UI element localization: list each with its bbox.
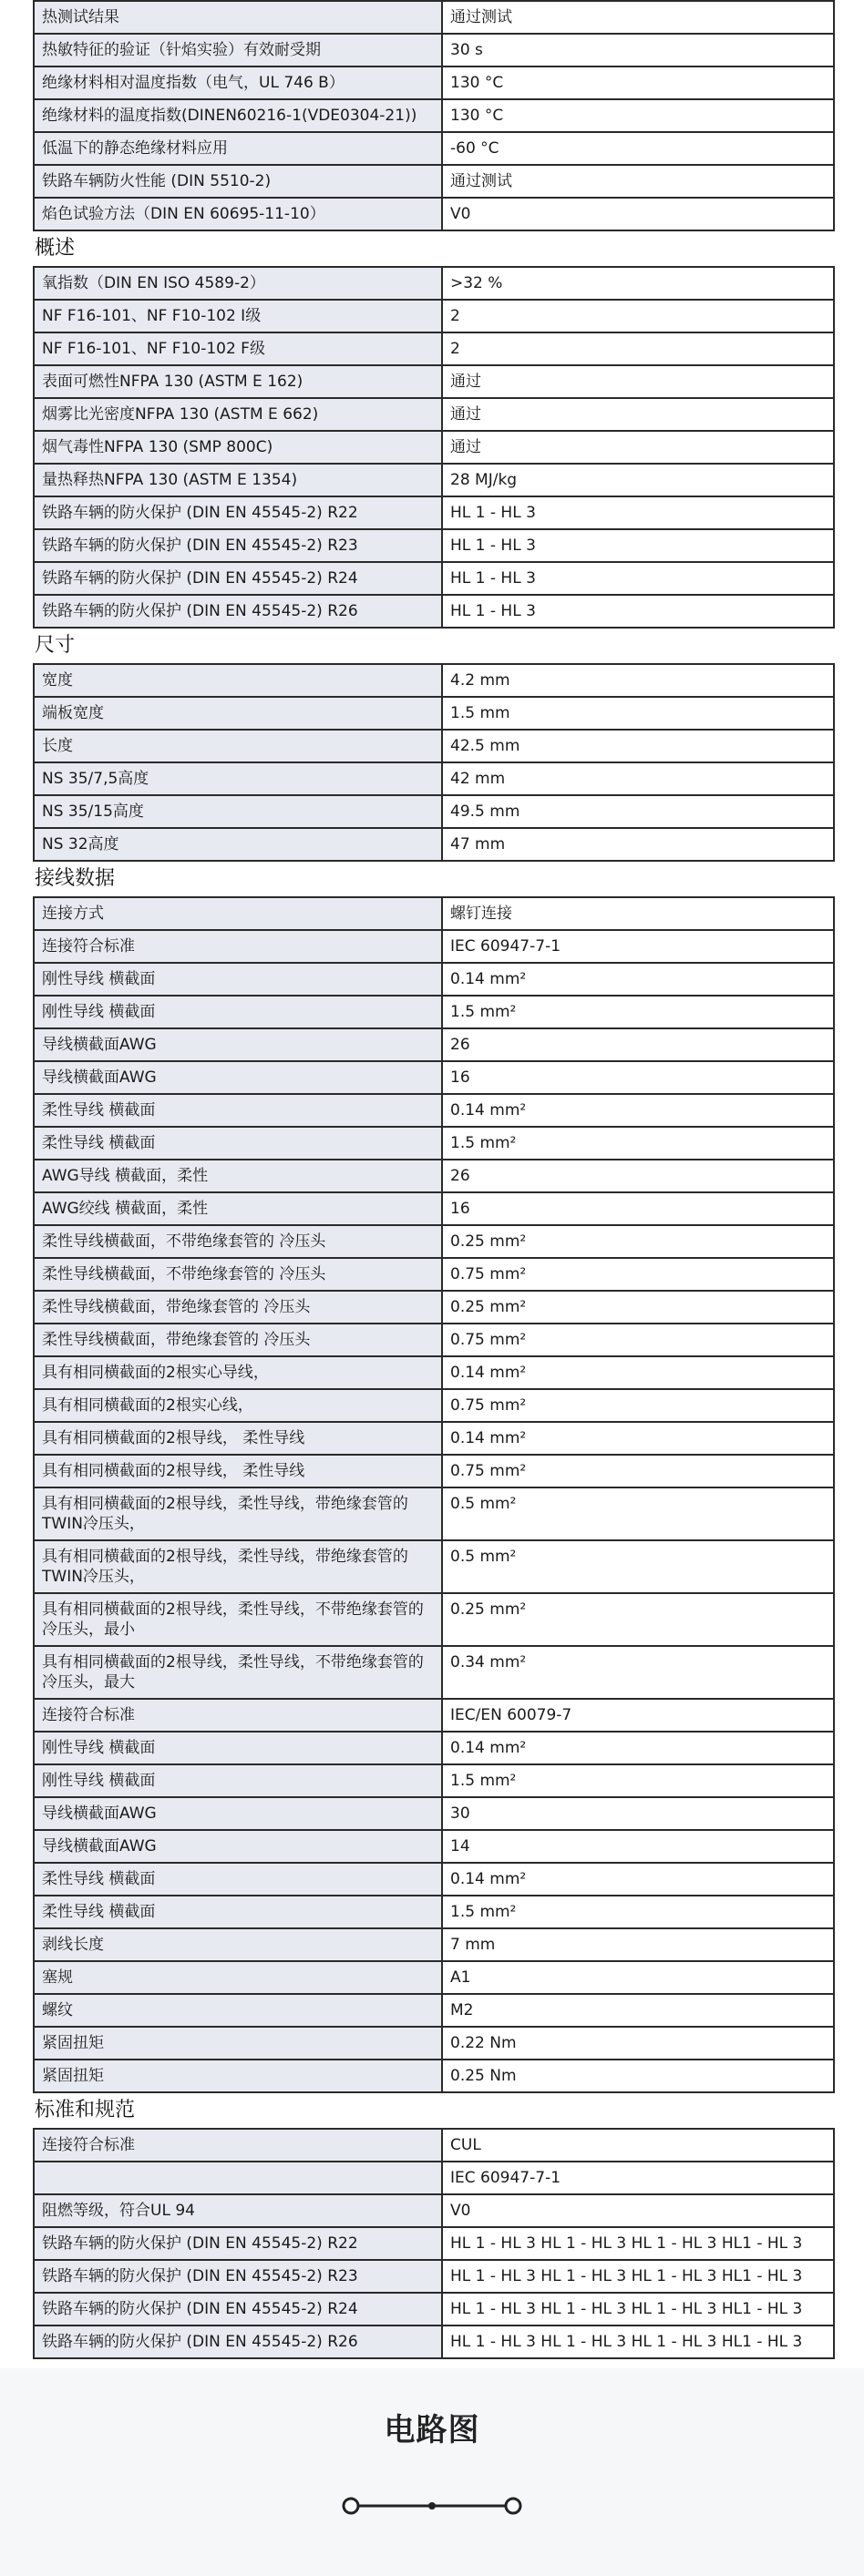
spec-label: 阻燃等级，符合UL 94: [34, 2194, 442, 2227]
table-row: [34, 1797, 834, 1830]
spec-value: 0.75 mm²: [442, 1455, 834, 1487]
spec-value: 0.14 mm²: [442, 1732, 834, 1764]
spec-value: 28 MJ/kg: [442, 464, 834, 496]
spec-table: [33, 896, 835, 2093]
spec-value: 47 mm: [442, 828, 834, 861]
circuit-diagram-area: [0, 2368, 864, 2576]
table-row: [34, 1928, 834, 1961]
spec-label: 连接符合标准: [34, 1699, 442, 1732]
table-row: [34, 1061, 834, 1094]
spec-value: 26: [442, 1160, 834, 1192]
spec-value: 0.25 mm²: [442, 1225, 834, 1258]
spec-label: 铁路车辆的防火保护 (DIN EN 45545-2) R22: [34, 2227, 442, 2260]
spec-value: HL 1 - HL 3: [442, 529, 834, 562]
table-row: [34, 1028, 834, 1061]
spec-value: HL 1 - HL 3 HL 1 - HL 3 HL 1 - HL 3 HL1 - HL 3: [442, 2293, 834, 2326]
spec-value: 通过: [442, 365, 834, 398]
table-row: [34, 1160, 834, 1192]
table-row: [34, 2129, 834, 2162]
table-row: [34, 34, 834, 66]
spec-value: 0.34 mm²: [442, 1646, 834, 1699]
spec-label: 刚性导线 横截面: [34, 996, 442, 1028]
spec-table: [33, 2128, 835, 2359]
spec-value: HL 1 - HL 3 HL 1 - HL 3 HL 1 - HL 3 HL1 - HL 3: [442, 2227, 834, 2260]
spec-label: 刚性导线 横截面: [34, 1764, 442, 1797]
spec-value: 4.2 mm: [442, 664, 834, 697]
spec-value: IEC 60947-7-1: [442, 2162, 834, 2194]
spec-value: 0.22 Nm: [442, 2027, 834, 2060]
section-title: 标准和规范: [35, 2099, 136, 2121]
spec-value: 0.75 mm²: [442, 1258, 834, 1291]
spec-label: 连接符合标准: [34, 930, 442, 963]
spec-label: NS 35/15高度: [34, 795, 442, 828]
spec-label: 绝缘材料的温度指数(DINEN60216-1(VDE0304-21)): [34, 99, 442, 132]
spec-value: V0: [442, 2194, 834, 2227]
table-row: [34, 1356, 834, 1389]
table-row: [34, 1764, 834, 1797]
spec-label: 柔性导线 横截面: [34, 1127, 442, 1160]
table-row: [34, 996, 834, 1028]
table-row: [34, 1291, 834, 1324]
spec-value: 14: [442, 1830, 834, 1863]
spec-value: 0.25 mm²: [442, 1291, 834, 1324]
spec-value: 42 mm: [442, 762, 834, 795]
spec-label: 柔性导线 横截面: [34, 1896, 442, 1928]
spec-value: 0.14 mm²: [442, 1422, 834, 1455]
spec-label: AWG导线 横截面，柔性: [34, 1160, 442, 1192]
spec-label: 烟雾比光密度NFPA 130 (ASTM E 662): [34, 398, 442, 431]
spec-label: 柔性导线横截面，不带绝缘套管的 冷压头: [34, 1225, 442, 1258]
spec-label: NS 35/7,5高度: [34, 762, 442, 795]
spec-value: 通过测试: [442, 1, 834, 34]
table-row: [34, 464, 834, 496]
table-row: [34, 1225, 834, 1258]
spec-value: 0.14 mm²: [442, 1863, 834, 1896]
spec-value: 0.5 mm²: [442, 1540, 834, 1593]
section-title: 概述: [35, 237, 76, 260]
table-row: [34, 1258, 834, 1291]
table-row: [34, 1422, 834, 1455]
table-row: [34, 664, 834, 697]
section-title: 尺寸: [35, 634, 76, 657]
spec-value: 0.5 mm²: [442, 1487, 834, 1540]
spec-value: 0.25 mm²: [442, 1593, 834, 1646]
spec-label: 铁路车辆的防火保护 (DIN EN 45545-2) R26: [34, 595, 442, 628]
table-row: [34, 1455, 834, 1487]
table-row: [34, 697, 834, 730]
table-row: [34, 762, 834, 795]
table-row: [34, 595, 834, 628]
spec-label: 铁路车辆的防火保护 (DIN EN 45545-2) R22: [34, 496, 442, 529]
table-row: [34, 99, 834, 132]
table-row: [34, 1863, 834, 1896]
table-row: [34, 2194, 834, 2227]
spec-label: 长度: [34, 730, 442, 762]
spec-value: 螺钉连接: [442, 897, 834, 930]
spec-label: 具有相同横截面的2根导线，柔性导线，不带绝缘套管的冷压头，最小: [34, 1593, 442, 1646]
spec-label: 导线横截面AWG: [34, 1028, 442, 1061]
spec-label: 氧指数（DIN EN ISO 4589-2）: [34, 267, 442, 300]
spec-label: 热敏特征的验证（针焰实验）有效耐受期: [34, 34, 442, 66]
spec-label: 柔性导线横截面，不带绝缘套管的 冷压头: [34, 1258, 442, 1291]
spec-value: 0.14 mm²: [442, 1094, 834, 1127]
table-row: [34, 1127, 834, 1160]
spec-label: 端板宽度: [34, 697, 442, 730]
spec-value: 42.5 mm: [442, 730, 834, 762]
spec-label: NF F16-101、NF F10-102 I级: [34, 300, 442, 332]
spec-value: 0.14 mm²: [442, 1356, 834, 1389]
terminal-circuit-symbol-icon: [341, 2492, 523, 2520]
spec-value: 0.75 mm²: [442, 1324, 834, 1356]
table-row: [34, 795, 834, 828]
spec-label: 铁路车辆的防火保护 (DIN EN 45545-2) R24: [34, 2293, 442, 2326]
table-row: [34, 1192, 834, 1225]
spec-label: 具有相同横截面的2根导线，柔性导线，带绝缘套管的TWIN冷压头，: [34, 1540, 442, 1593]
spec-value: 0.14 mm²: [442, 963, 834, 996]
spec-value: 130 °C: [442, 66, 834, 99]
spec-label: AWG绞线 横截面，柔性: [34, 1192, 442, 1225]
spec-label: 紧固扭矩: [34, 2027, 442, 2060]
table-row: [34, 2260, 834, 2293]
table-row: [34, 300, 834, 332]
spec-value: CUL: [442, 2129, 834, 2162]
table-row: [34, 2027, 834, 2060]
spec-sheet: [33, 0, 833, 2359]
table-row: [34, 1324, 834, 1356]
spec-table: [33, 266, 835, 629]
spec-label: 剥线长度: [34, 1928, 442, 1961]
spec-value: -60 °C: [442, 132, 834, 165]
table-row: [34, 1593, 834, 1646]
table-row: [34, 963, 834, 996]
table-row: [34, 1896, 834, 1928]
spec-label: 热测试结果: [34, 1, 442, 34]
spec-value: >32 %: [442, 267, 834, 300]
spec-label: 柔性导线 横截面: [34, 1094, 442, 1127]
spec-label: 量热释热NFPA 130 (ASTM E 1354): [34, 464, 442, 496]
table-row: [34, 930, 834, 963]
spec-label: 导线横截面AWG: [34, 1830, 442, 1863]
spec-value: 49.5 mm: [442, 795, 834, 828]
spec-label: 刚性导线 横截面: [34, 1732, 442, 1764]
spec-value: M2: [442, 1994, 834, 2027]
spec-value: 1.5 mm²: [442, 1896, 834, 1928]
table-row: [34, 198, 834, 230]
table-row: [34, 1094, 834, 1127]
spec-value: 30 s: [442, 34, 834, 66]
spec-value: 2: [442, 332, 834, 365]
spec-value: 1.5 mm: [442, 697, 834, 730]
table-row: [34, 897, 834, 930]
table-row: [34, 2162, 834, 2194]
table-row: [34, 132, 834, 165]
spec-value: IEC 60947-7-1: [442, 930, 834, 963]
spec-label: 塞规: [34, 1961, 442, 1994]
spec-label: 焰色试验方法（DIN EN 60695-11-10）: [34, 198, 442, 230]
spec-value: 130 °C: [442, 99, 834, 132]
table-row: [34, 562, 834, 595]
spec-value: A1: [442, 1961, 834, 1994]
table-row: [34, 165, 834, 198]
spec-value: 通过: [442, 398, 834, 431]
spec-label: 铁路车辆的防火保护 (DIN EN 45545-2) R23: [34, 529, 442, 562]
spec-label: 导线横截面AWG: [34, 1061, 442, 1094]
spec-label: 连接符合标准: [34, 2129, 442, 2162]
spec-value: 1.5 mm²: [442, 1764, 834, 1797]
spec-label: 绝缘材料相对温度指数（电气，UL 746 B）: [34, 66, 442, 99]
spec-value: 26: [442, 1028, 834, 1061]
spec-label: 铁路车辆的防火保护 (DIN EN 45545-2) R23: [34, 2260, 442, 2293]
table-row: [34, 398, 834, 431]
spec-label: 表面可燃性NFPA 130 (ASTM E 162): [34, 365, 442, 398]
spec-label: 铁路车辆防火性能 (DIN 5510-2): [34, 165, 442, 198]
spec-value: 7 mm: [442, 1928, 834, 1961]
table-row: [34, 1540, 834, 1593]
spec-value: 16: [442, 1061, 834, 1094]
spec-table: [33, 0, 835, 231]
spec-value: 通过测试: [442, 165, 834, 198]
spec-label: 具有相同横截面的2根实心线，: [34, 1389, 442, 1422]
spec-value: HL 1 - HL 3: [442, 496, 834, 529]
spec-label: 柔性导线 横截面: [34, 1863, 442, 1896]
table-row: [34, 2060, 834, 2092]
spec-label: 导线横截面AWG: [34, 1797, 442, 1830]
table-row: [34, 431, 834, 464]
spec-value: IEC/EN 60079-7: [442, 1699, 834, 1732]
spec-label: 具有相同横截面的2根导线， 柔性导线: [34, 1422, 442, 1455]
table-row: [34, 267, 834, 300]
table-row: [34, 2326, 834, 2358]
table-row: [34, 1487, 834, 1540]
table-row: [34, 1, 834, 34]
spec-label: [34, 2162, 442, 2194]
spec-label: 紧固扭矩: [34, 2060, 442, 2092]
table-row: [34, 365, 834, 398]
spec-label: 柔性导线横截面，带绝缘套管的 冷压头: [34, 1324, 442, 1356]
spec-label: 烟气毒性NFPA 130 (SMP 800C): [34, 431, 442, 464]
spec-label: 具有相同横截面的2根导线， 柔性导线: [34, 1455, 442, 1487]
spec-label: 宽度: [34, 664, 442, 697]
table-row: [34, 1994, 834, 2027]
spec-label: 刚性导线 横截面: [34, 963, 442, 996]
spec-value: 2: [442, 300, 834, 332]
table-row: [34, 1646, 834, 1699]
spec-label: NS 32高度: [34, 828, 442, 861]
table-row: [34, 1732, 834, 1764]
spec-value: HL 1 - HL 3 HL 1 - HL 3 HL 1 - HL 3 HL1 - HL 3: [442, 2326, 834, 2358]
spec-value: 1.5 mm²: [442, 996, 834, 1028]
spec-value: HL 1 - HL 3 HL 1 - HL 3 HL 1 - HL 3 HL1 - HL 3: [442, 2260, 834, 2293]
spec-value: 16: [442, 1192, 834, 1225]
spec-label: 螺纹: [34, 1994, 442, 2027]
table-row: [34, 332, 834, 365]
circuit-diagram-title: 电路图: [384, 2412, 480, 2448]
table-row: [34, 1830, 834, 1863]
section-title: 接线数据: [35, 867, 116, 890]
spec-label: 柔性导线横截面，带绝缘套管的 冷压头: [34, 1291, 442, 1324]
spec-value: 0.25 Nm: [442, 2060, 834, 2092]
table-row: [34, 2227, 834, 2260]
spec-table: [33, 663, 835, 862]
table-row: [34, 1961, 834, 1994]
table-row: [34, 496, 834, 529]
spec-value: V0: [442, 198, 834, 230]
table-row: [34, 1389, 834, 1422]
spec-label: 具有相同横截面的2根导线，柔性导线，带绝缘套管的TWIN冷压头，: [34, 1487, 442, 1540]
spec-value: 1.5 mm²: [442, 1127, 834, 1160]
spec-value: 30: [442, 1797, 834, 1830]
table-row: [34, 1699, 834, 1732]
spec-value: 0.75 mm²: [442, 1389, 834, 1422]
spec-value: HL 1 - HL 3: [442, 562, 834, 595]
table-row: [34, 828, 834, 861]
table-row: [34, 529, 834, 562]
spec-value: HL 1 - HL 3: [442, 595, 834, 628]
spec-label: NF F16-101、NF F10-102 F级: [34, 332, 442, 365]
spec-label: 铁路车辆的防火保护 (DIN EN 45545-2) R24: [34, 562, 442, 595]
spec-label: 具有相同横截面的2根导线，柔性导线，不带绝缘套管的冷压头，最大: [34, 1646, 442, 1699]
spec-label: 低温下的静态绝缘材料应用: [34, 132, 442, 165]
table-row: [34, 2293, 834, 2326]
table-row: [34, 730, 834, 762]
table-row: [34, 66, 834, 99]
spec-value: 通过: [442, 431, 834, 464]
spec-label: 连接方式: [34, 897, 442, 930]
spec-label: 铁路车辆的防火保护 (DIN EN 45545-2) R26: [34, 2326, 442, 2358]
spec-label: 具有相同横截面的2根实心导线，: [34, 1356, 442, 1389]
